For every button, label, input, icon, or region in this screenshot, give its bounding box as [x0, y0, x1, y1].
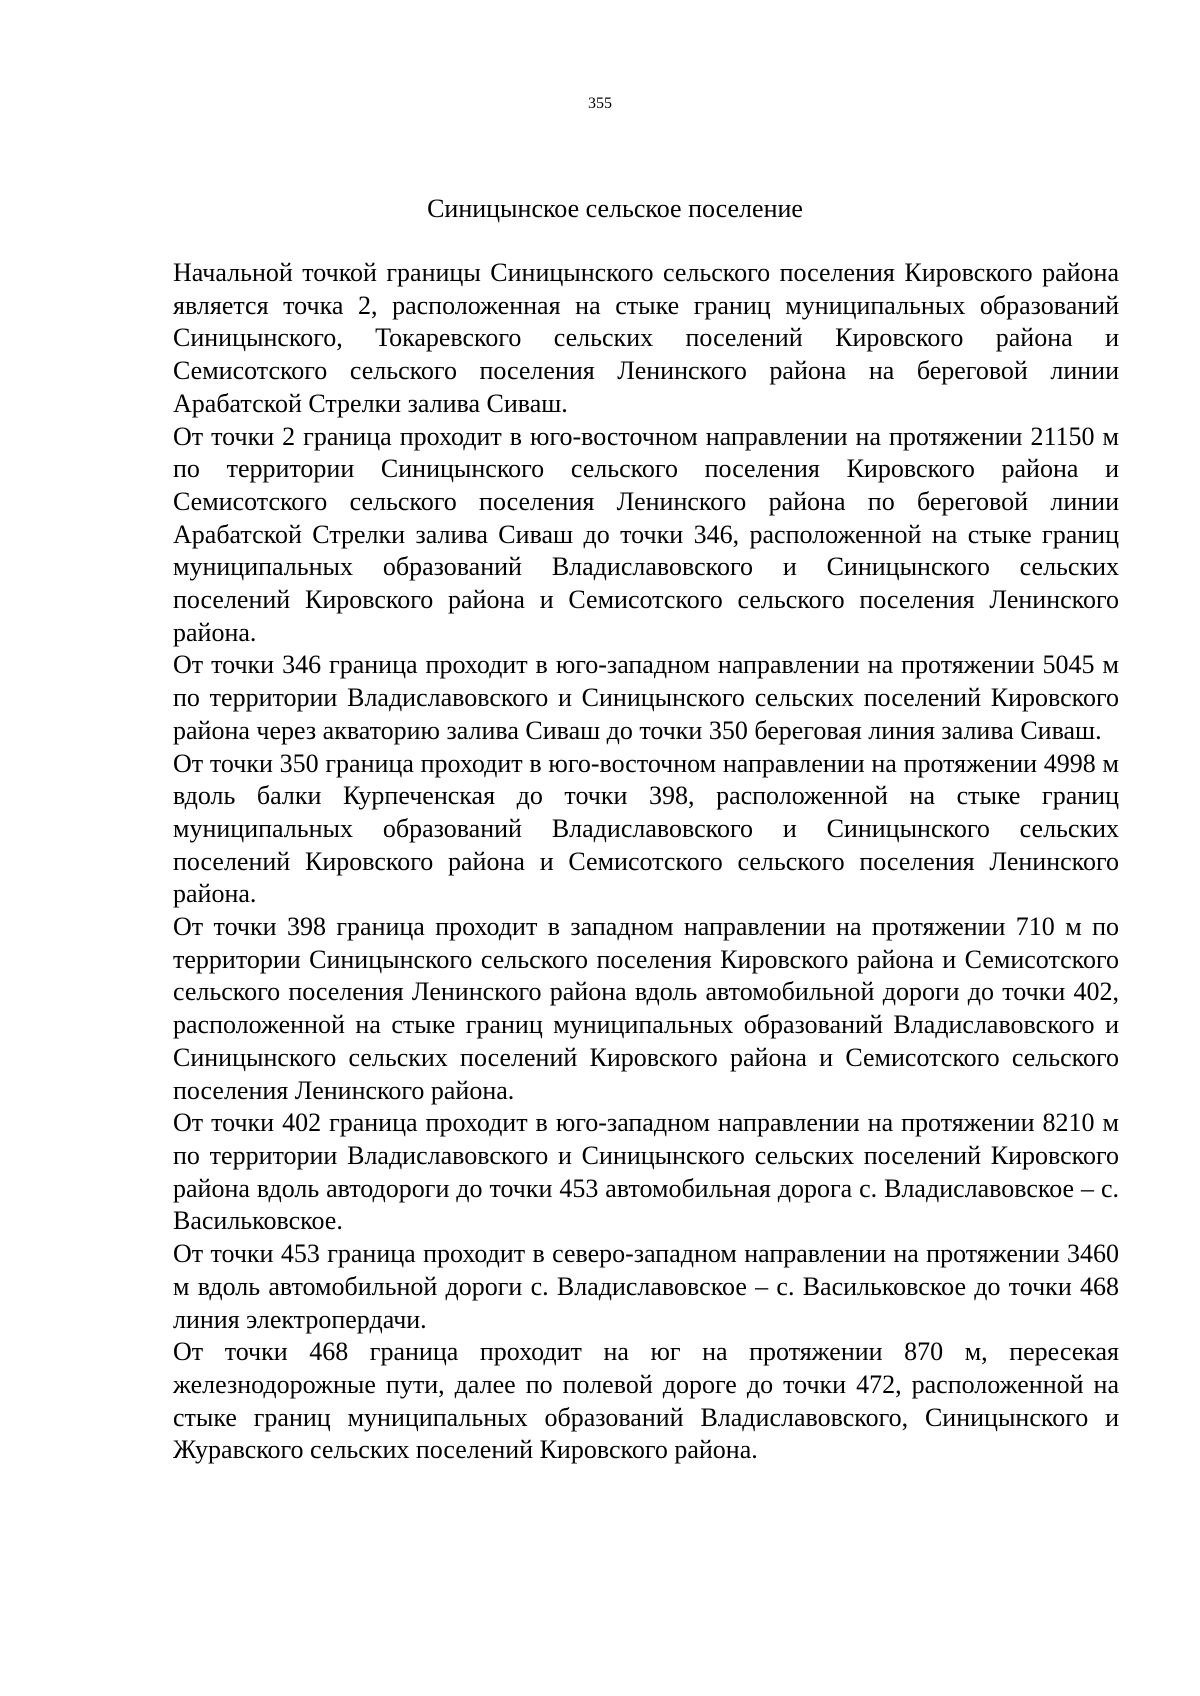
paragraph-point-402: От точки 402 граница проходит в юго-западном направлении на протяжении 8210 м по территории Владиславовского и Синицынского сельских поселений Кировского района вдоль автодороги до точки 453 автомобильная дорога с. Владиславовское – с. Васильковское. — [173, 1108, 1119, 1236]
paragraph-point-2: От точки 2 граница проходит в юго-восточном направлении на протяжении 21150 м по территории Синицынского сельского поселения Кировского района и Семисотского сельского поселения Ленинского района по береговой линии Арабатской Стрелки залива Сиваш до точки 346, расположенной на стыке границ муниципальных образований Владиславовского и Синицынского сельских поселений Кировского района и Семисотского сельского поселения Ленинского района. — [173, 421, 1119, 647]
paragraph-point-398: От точки 398 граница проходит в западном направлении на протяжении 710 м по территории Синицынского сельского поселения Кировского района и Семисотского сельского поселения Ленинского района вдоль автомобильной дороги до точки 402, расположенной на стыке границ муниципальных образований Владиславовского и Синицынского сельских поселений Кировского района и Семисотского сельского поселения Ленинского района. — [173, 912, 1119, 1105]
paragraph-point-350: От точки 350 граница проходит в юго-восточном направлении на протяжении 4998 м вдоль балки Курпеченская до точки 398, расположенной на стыке границ муниципальных образований Владиславовского и Синицынского сельских поселений Кировского района и Семисотского сельского поселения Ленинского района. — [173, 748, 1119, 909]
paragraph-starting-point: Начальной точкой границы Синицынского сельского поселения Кировского района является точка 2, расположенная на стыке границ муниципальных образований Синицынского, Токаревского сельских поселений Кировского района и Семисотского сельского поселения Ленинского района на береговой линии Арабатской Стрелки залива Сиваш. — [173, 258, 1119, 418]
paragraph-point-468: От точки 468 граница проходит на юг на протяжении 870 м, пересекая железнодорожные пути, далее по полевой дороге до точки 472, расположенной на стыке границ муниципальных образований Владиславовского, Синицынского и Журавского сельских поселений Кировского района. — [173, 1337, 1119, 1465]
paragraph-point-346: От точки 346 граница проходит в юго-западном направлении на протяжении 5045 м по территории Владиславовского и Синицынского сельских поселений Кировского района через акваторию залива Сиваш до точки 350 береговая линия залива Сиваш. — [173, 650, 1119, 745]
page-number: 355 — [588, 95, 612, 112]
section-title: Синицынское сельское поселение — [427, 194, 803, 223]
document-body — [173, 257, 1119, 1467]
paragraph-point-453: От точки 453 граница проходит в северо-западном направлении на протяжении 3460 м вдоль автомобильной дороги с. Владиславовское – с. Васильковское до точки 468 линия электропердачи. — [173, 1239, 1119, 1334]
